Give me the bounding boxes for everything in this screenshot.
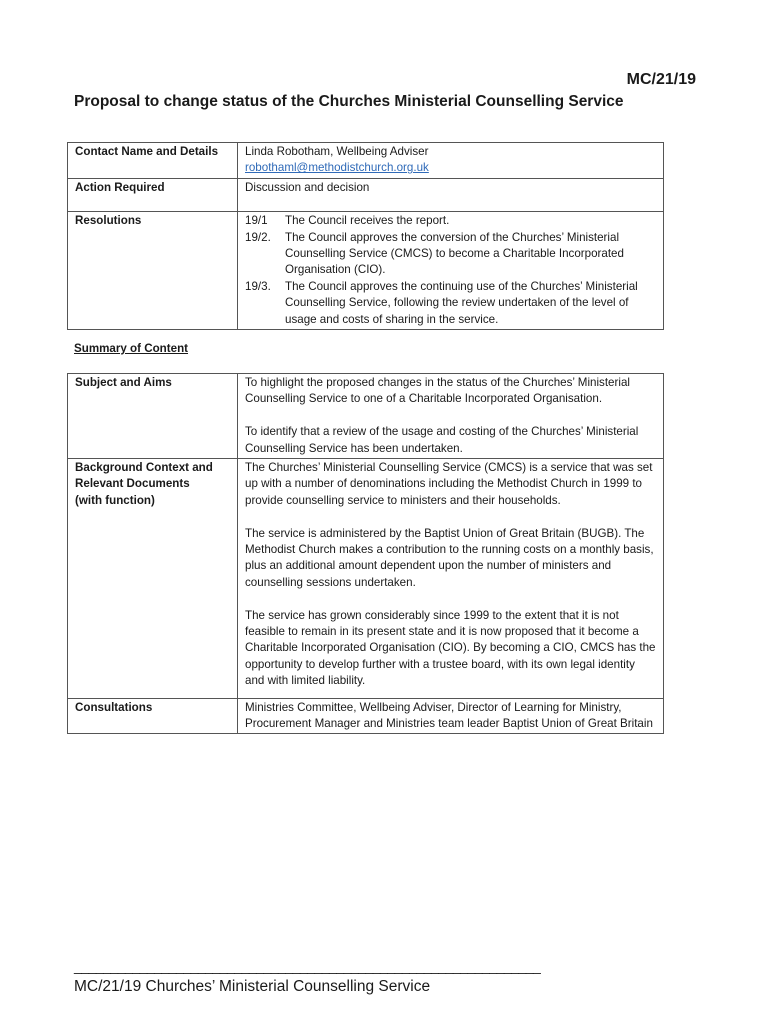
subject-paragraph: To highlight the proposed changes in the status of the Churches’ Ministerial Counselling Service to one of a Charitable Incorporated Organisation. xyxy=(245,376,630,406)
table-row xyxy=(68,459,664,699)
footer-text: MC/21/19 Churches’ Ministerial Counselling Service xyxy=(74,978,431,995)
proposal-details-table xyxy=(67,142,664,330)
background-paragraph: The Churches’ Ministerial Counselling Service (CMCS) is a service that was set up with a number of denominations including the Methodist Church in 1999 to provide counselling service to ministers and their households. xyxy=(245,461,653,507)
background-label-line: Relevant Documents xyxy=(75,477,190,491)
background-label-line: (with function) xyxy=(75,493,155,507)
resolution-text: The Council approves the continuing use of the Churches’ Ministerial Counselling Service, following the review undertaken of the level of usage and costs of sharing in the service. xyxy=(285,279,638,326)
resolution-item xyxy=(245,213,657,229)
resolution-text: The Council receives the report. xyxy=(285,214,450,228)
background-label xyxy=(68,459,238,699)
contact-name: Linda Robotham, Wellbeing Adviser xyxy=(245,145,429,158)
table-row xyxy=(68,178,664,211)
consultations-value: Ministries Committee, Wellbeing Adviser, Director of Learning for Ministry, Procurement Manager and Ministries team leader Baptist Union of Great Britain xyxy=(238,698,664,734)
summary-heading: Summary of Content xyxy=(74,342,189,355)
resolution-item xyxy=(245,230,657,279)
contact-label: Contact Name and Details xyxy=(68,143,238,179)
subject-label: Subject and Aims xyxy=(68,374,238,459)
background-content xyxy=(238,459,664,699)
table-row xyxy=(68,143,664,179)
resolutions-label: Resolutions xyxy=(68,212,238,330)
contact-details xyxy=(238,143,664,179)
contact-email-link[interactable]: robothaml@methodistchurch.org.uk xyxy=(245,161,429,175)
document-title: Proposal to change status of the Churches Ministerial Counselling Service xyxy=(74,93,624,110)
action-value: Discussion and decision xyxy=(238,178,664,211)
resolution-number: 19/1 xyxy=(245,214,268,228)
footer-rule: ________________________________________________________________ xyxy=(74,958,541,974)
table-row xyxy=(68,212,664,330)
summary-table xyxy=(67,373,664,734)
background-paragraph: The service is administered by the Baptist Union of Great Britain (BUGB). The Methodist Church makes a contribution to the running costs on a monthly basis, plus an additional amount dependent upon the number of ministers and counselling sessions undertaken. xyxy=(245,526,654,589)
subject-content xyxy=(238,374,664,459)
background-paragraph: The service has grown considerably since 1999 to the extent that it is not feasible to remain in its present state and it is now proposed that it become a Charitable Incorporated Organisation (CIO). By becoming a CIO, CMCS has the opportunity to develop further with a trustee board, with its own legal identity and with limited liability. xyxy=(245,608,656,688)
subject-paragraph: To identify that a review of the usage and costing of the Churches’ Ministerial Counselling Service has been undertaken. xyxy=(245,425,639,455)
resolution-number: 19/3. xyxy=(245,279,271,293)
resolutions-list xyxy=(238,212,664,330)
background-label-line: Background Context and xyxy=(75,461,213,475)
resolution-text: The Council approves the conversion of the Churches’ Ministerial Counselling Service (CMCS) to become a Charitable Incorporated Organisation (CIO). xyxy=(285,230,624,277)
resolution-number: 19/2. xyxy=(245,230,271,244)
table-row xyxy=(68,698,664,734)
consultations-label: Consultations xyxy=(68,698,238,734)
resolution-item xyxy=(245,279,657,328)
action-label: Action Required xyxy=(68,178,238,211)
document-reference: MC/21/19 xyxy=(626,71,696,88)
table-row xyxy=(68,374,664,459)
